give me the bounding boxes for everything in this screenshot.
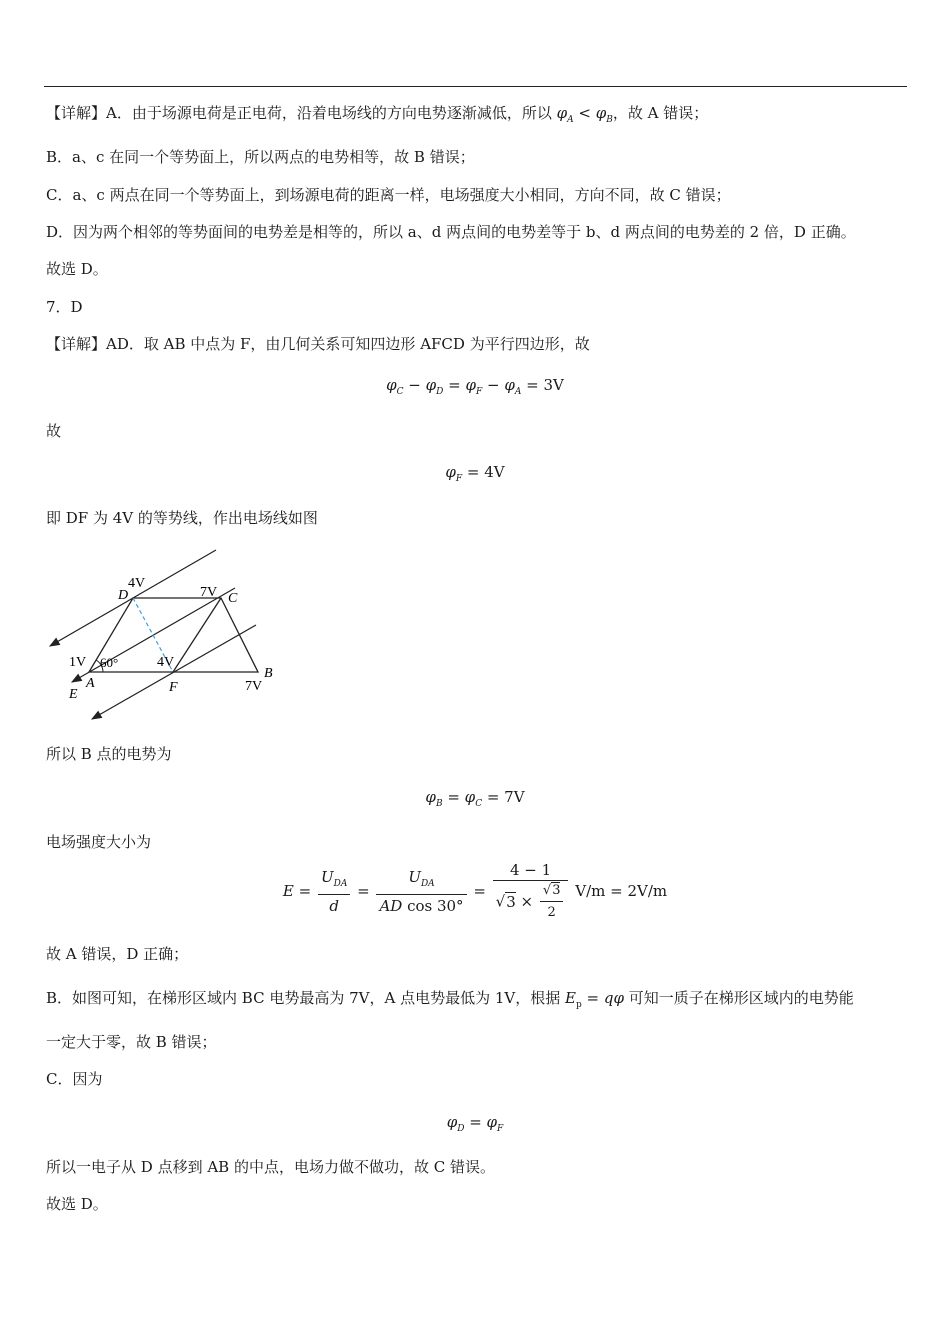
- ep-formula: $E_p = q\varphi$: [565, 989, 624, 1010]
- answer-line-15: C．因为: [46, 1070, 103, 1088]
- line-13-tail: 可知一质子在梯形区域内的电势能: [628, 989, 854, 1007]
- label-v-c: 7V: [200, 585, 218, 600]
- answer-line-14: 一定大于零，故 B 错误；: [46, 1033, 217, 1051]
- answer-line-1: [46, 103, 708, 130]
- answer-line-13: [46, 988, 854, 1015]
- label-d: D: [118, 588, 129, 603]
- answer-line-8: 故: [46, 422, 62, 440]
- label-b: B: [264, 666, 273, 681]
- answer-line-5: 故选 D。: [46, 260, 108, 278]
- label-v-a: 1V: [69, 655, 87, 670]
- answer-line-16: 所以一电子从 D 点移到 AB 的中点，电场力做不做功，故 C 错误。: [46, 1158, 495, 1176]
- label-f: F: [169, 680, 178, 695]
- answer-line-11: 电场强度大小为: [46, 833, 152, 851]
- equation-5: $\varphi_D = \varphi_F$: [446, 1113, 504, 1134]
- label-a: A: [86, 676, 95, 691]
- equation-4: E = $\frac{U_{DA}}{d}$ = $\frac{U_{DA}}{\text{AD cos 30°}}$ = 4 − 1 √3 × $\frac{√3}{2}$ V/m = 2V/m: [282, 861, 668, 920]
- answer-line-3: C．a、c 两点在同一个等势面上，到场源电荷的距离一样，电场强度大小相同，方向不同，故 C 错误；: [46, 186, 731, 204]
- line-1-tail: ，故 A 错误；: [612, 104, 709, 122]
- header-rule: [44, 86, 907, 87]
- phi-inequality: $\varphi_A < \varphi_B$: [556, 104, 613, 125]
- answer-line-10: 所以 B 点的电势为: [46, 745, 172, 763]
- label-c: C: [228, 591, 238, 606]
- line-13-text: B．如图可知，在梯形区域内 BC 电势最高为 7V，A 点电势最低为 1V，根据: [46, 989, 561, 1007]
- equation-3: $\varphi_B = \varphi_C = 7V$: [425, 788, 525, 809]
- answer-line-2: B．a、c 在同一个等势面上，所以两点的电势相等，故 B 错误；: [46, 148, 475, 166]
- label-v-d: 4V: [128, 576, 146, 591]
- label-e: E: [69, 687, 78, 702]
- label-v-f: 4V: [157, 655, 175, 670]
- answer-line-17: 故选 D。: [46, 1195, 108, 1213]
- line-1-text: 【详解】A．由于场源电荷是正电荷，沿着电场线的方向电势逐渐减低，所以: [46, 104, 552, 122]
- answer-line-9: 即 DF 为 4V 的等势线，作出电场线如图: [46, 509, 318, 527]
- label-v-b: 7V: [245, 679, 263, 694]
- label-angle: 60°: [100, 655, 119, 670]
- answer-line-4: D．因为两个相邻的等势面间的电势差是相等的，所以 a、d 两点间的电势差等于 b、d 两点间的电势差的 2 倍，D 正确。: [46, 223, 856, 241]
- answer-line-12: 故 A 错误，D 正确；: [46, 945, 189, 963]
- answer-line-7: 【详解】AD．取 AB 中点为 F，由几何关系可知四边形 AFCD 为平行四边形，故: [46, 335, 590, 353]
- equation-2: $\varphi_F = 4V$: [445, 463, 505, 484]
- segment-fc: [173, 598, 221, 672]
- question-number-7: 7．D: [46, 298, 83, 316]
- field-line-diagram: [40, 545, 290, 725]
- equation-1: $\varphi_C - \varphi_D = \varphi_F - \varphi_A = 3V$: [386, 376, 564, 397]
